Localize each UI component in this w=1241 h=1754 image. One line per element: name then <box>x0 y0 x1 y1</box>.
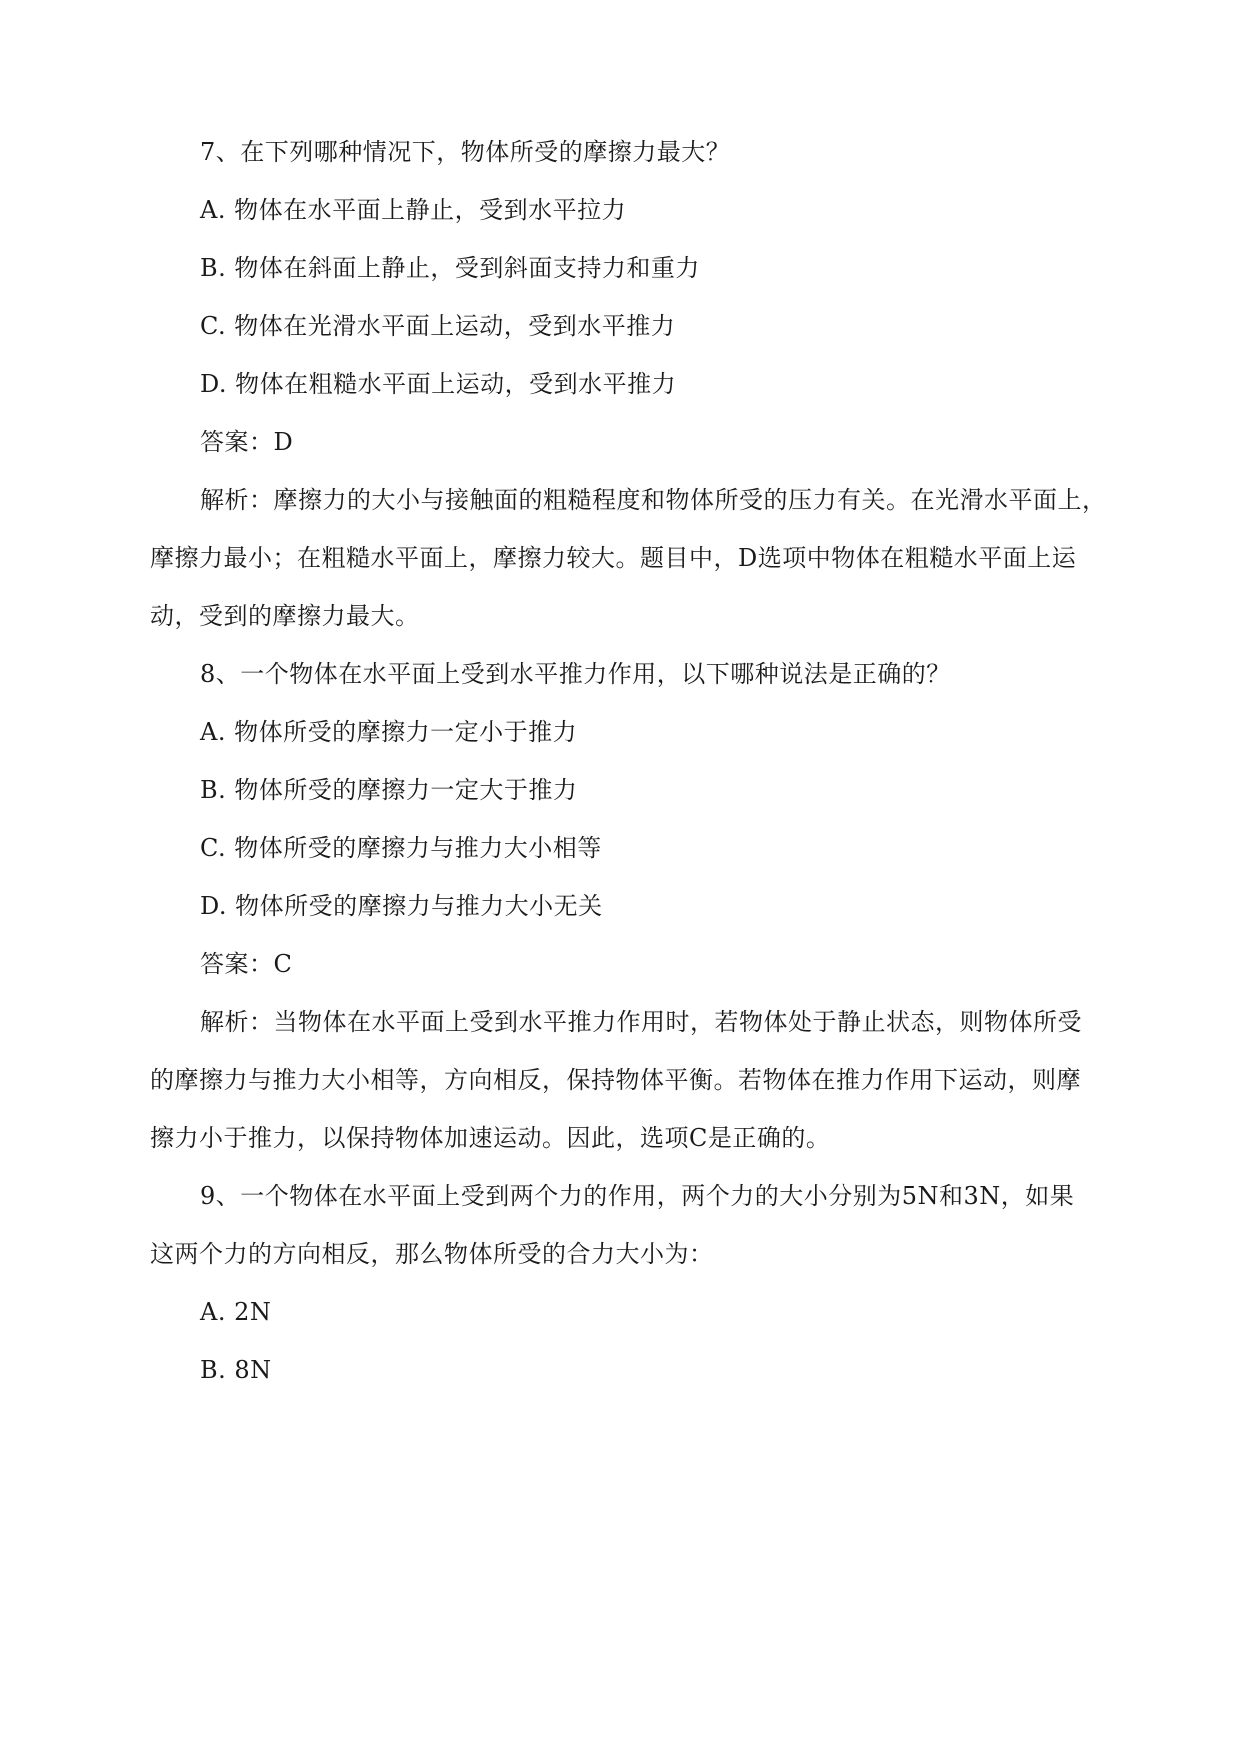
question-9-option-b: B. 8N <box>200 1356 272 1384</box>
question-8-option-b: B. 物体所受的摩擦力一定大于推力 <box>200 776 578 804</box>
question-8-option-d: D. 物体所受的摩擦力与推力大小无关 <box>200 892 603 920</box>
question-9-option-a: A. 2N <box>200 1298 272 1326</box>
question-9-stem-line-1: 9、一个物体在水平面上受到两个力的作用，两个力的大小分别为5N和3N，如果 <box>200 1182 1075 1210</box>
question-8-answer: 答案：C <box>200 950 293 978</box>
question-7-answer: 答案：D <box>200 428 294 456</box>
question-7-analysis-line-3: 动，受到的摩擦力最大。 <box>150 602 420 630</box>
question-8-option-c: C. 物体所受的摩擦力与推力大小相等 <box>200 834 602 862</box>
question-7-option-c: C. 物体在光滑水平面上运动，受到水平推力 <box>200 312 676 340</box>
question-7-stem: 7、在下列哪种情况下，物体所受的摩擦力最大？ <box>200 138 731 166</box>
question-8-stem: 8、一个物体在水平面上受到水平推力作用，以下哪种说法是正确的？ <box>200 660 951 688</box>
question-7-analysis-line-1: 解析：摩擦力的大小与接触面的粗糙程度和物体所受的压力有关。在光滑水平面上， <box>200 486 1107 514</box>
question-7-option-b: B. 物体在斜面上静止，受到斜面支持力和重力 <box>200 254 700 282</box>
question-7-option-d: D. 物体在粗糙水平面上运动，受到水平推力 <box>200 370 677 398</box>
question-9-stem-line-2: 这两个力的方向相反，那么物体所受的合力大小为： <box>150 1240 714 1268</box>
question-8-analysis-line-3: 擦力小于推力，以保持物体加速运动。因此，选项C是正确的。 <box>150 1124 831 1152</box>
question-8-analysis-line-2: 的摩擦力与推力大小相等，方向相反，保持物体平衡。若物体在推力作用下运动，则摩 <box>150 1066 1081 1094</box>
question-7-analysis-line-2: 摩擦力最小；在粗糙水平面上，摩擦力较大。题目中，D选项中物体在粗糙水平面上运 <box>150 544 1077 572</box>
question-7-option-a: A. 物体在水平面上静止，受到水平拉力 <box>200 196 627 224</box>
question-8-analysis-line-1: 解析：当物体在水平面上受到水平推力作用时，若物体处于静止状态，则物体所受 <box>200 1008 1082 1036</box>
question-8-option-a: A. 物体所受的摩擦力一定小于推力 <box>200 718 578 746</box>
